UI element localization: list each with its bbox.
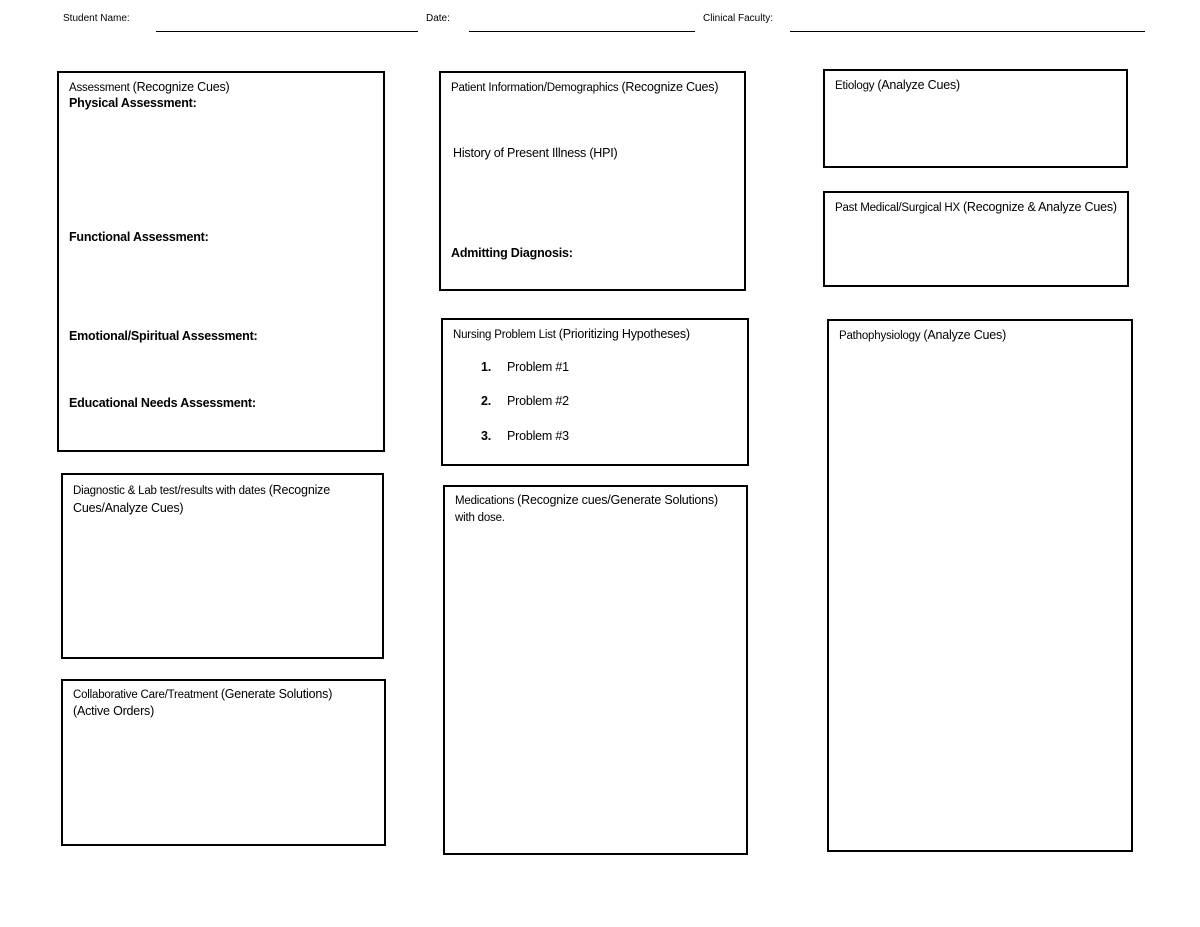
problem-label: Problem #1 — [507, 360, 569, 374]
date-line[interactable] — [469, 31, 695, 32]
student-name-label: Student Name: — [63, 13, 130, 24]
pathophysiology-title-tag: (Analyze Cues) — [923, 328, 1007, 342]
patient-info-title — [451, 79, 736, 97]
medications-title-plain: Medications — [455, 495, 518, 507]
clinical-faculty-line[interactable] — [790, 31, 1145, 32]
functional-assessment-label: Functional Assessment: — [69, 230, 209, 244]
medications-box[interactable] — [443, 485, 748, 855]
problem-label: Problem #3 — [507, 429, 569, 443]
assessment-box[interactable] — [57, 71, 385, 452]
physical-assessment-label: Physical Assessment: — [69, 96, 197, 110]
collaborative-title — [73, 686, 332, 704]
nursing-problem-title — [453, 326, 690, 344]
student-name-line[interactable] — [156, 31, 418, 32]
etiology-box[interactable] — [823, 69, 1128, 168]
problem-number: 2. — [481, 394, 492, 408]
nursing-problem-title-plain: Nursing Problem List — [453, 329, 559, 341]
diagnostic-title — [73, 482, 373, 517]
medications-subtitle: with dose. — [455, 512, 505, 524]
etiology-title-plain: Etiology — [835, 80, 878, 92]
collaborative-title-tag: (Generate Solutions) — [220, 687, 333, 701]
medications-title — [455, 492, 718, 510]
clinical-faculty-label: Clinical Faculty: — [703, 13, 774, 24]
date-label: Date: — [426, 13, 450, 24]
past-medical-title-plain: Past Medical/Surgical HX — [835, 202, 963, 214]
assessment-title-plain: Assessment — [69, 82, 133, 94]
medications-title-tag: (Recognize cues/Generate Solutions) — [517, 493, 718, 507]
diagnostic-title-plain: Diagnostic & Lab test/results with dates — [73, 485, 269, 497]
assessment-title-tag: (Recognize Cues) — [132, 80, 230, 94]
diagnostic-title-tag: (Recognize Cues/Analyze Cues) — [73, 483, 330, 515]
patient-info-box[interactable] — [439, 71, 746, 291]
pathophysiology-title-plain: Pathophysiology — [839, 330, 924, 342]
past-medical-title — [835, 199, 1119, 217]
collaborative-title-plain: Collaborative Care/Treatment — [73, 689, 221, 701]
nursing-problem-box[interactable] — [441, 318, 749, 466]
diagnostic-box[interactable] — [61, 473, 384, 659]
patient-info-title-plain: Patient Information/Demographics — [451, 82, 622, 94]
problem-number: 1. — [481, 360, 492, 374]
problem-label: Problem #2 — [507, 394, 569, 408]
educational-assessment-label: Educational Needs Assessment: — [69, 396, 256, 410]
past-medical-box[interactable] — [823, 191, 1129, 287]
problem-number: 3. — [481, 429, 492, 443]
nursing-problem-title-tag: (Prioritizing Hypotheses) — [558, 327, 690, 341]
past-medical-title-tag: (Recognize & Analyze Cues) — [962, 200, 1117, 214]
admitting-diagnosis-label: Admitting Diagnosis: — [451, 246, 573, 260]
emotional-assessment-label: Emotional/Spiritual Assessment: — [69, 329, 258, 343]
collaborative-box[interactable] — [61, 679, 386, 846]
patient-info-title-tag: (Recognize Cues) — [621, 80, 719, 94]
pathophysiology-title — [839, 327, 1006, 345]
pathophysiology-box[interactable] — [827, 319, 1133, 852]
hpi-label: History of Present Illness (HPI) — [453, 146, 618, 160]
etiology-title-tag: (Analyze Cues) — [877, 78, 960, 92]
collaborative-subtitle: (Active Orders) — [73, 704, 155, 718]
etiology-title — [835, 77, 960, 95]
